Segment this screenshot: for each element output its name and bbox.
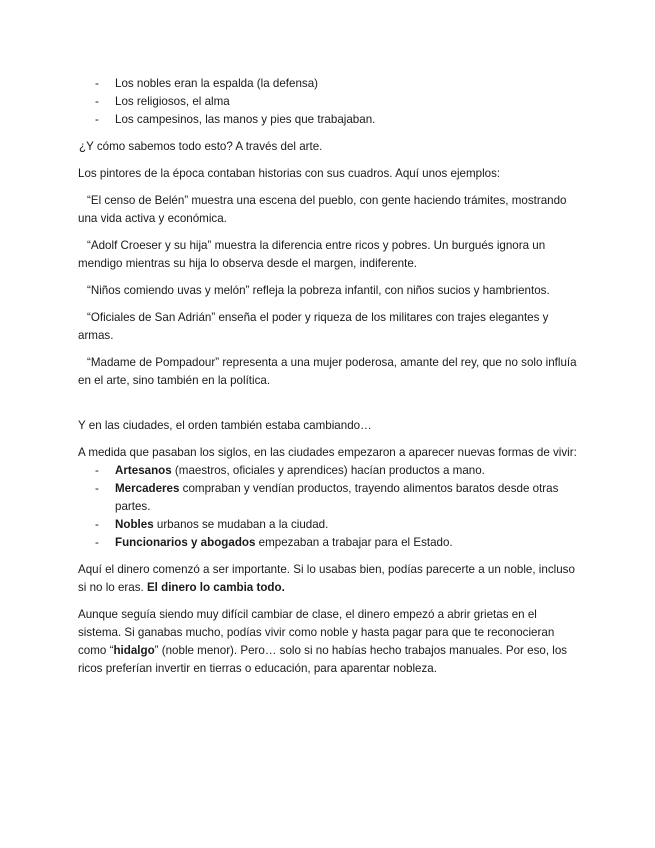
final-text-after: ” (noble menor). Pero… solo si no habías hecho trabajos manuales. Por eso, los ricos preferían invertir en tierras o educación, para aparentar nobleza. (78, 644, 568, 675)
list-item: - Los campesinos, las manos y pies que trabajaban. (78, 111, 578, 129)
list-item: - Los religiosos, el alma (78, 93, 578, 111)
hidalgo-term: hidalgo (113, 644, 155, 657)
painters-intro: Los pintores de la época contaban historias con sus cuadros. Aquí unos ejemplos: (78, 167, 501, 180)
list-item (78, 480, 578, 516)
money-paragraph (78, 561, 578, 597)
list-item-term: Mercaderes (115, 482, 180, 495)
list-item (78, 462, 578, 480)
art-question: ¿Y cómo sabemos todo esto? A través del arte. (79, 140, 323, 153)
painting-paragraph: “Niños comiendo uvas y melón” refleja la pobreza infantil, con niños sucios y hambrientos. (87, 284, 550, 297)
urban-groups-list (78, 462, 578, 552)
list-item-text: urbanos se mudaban a la ciudad. (153, 518, 329, 531)
estates-list (78, 75, 578, 129)
document-body (78, 75, 578, 678)
list-item-text: (maestros, oficiales y aprendices) hacían productos a mano. (171, 464, 485, 477)
painting-paragraph: “Madame de Pompadour” representa a una mujer poderosa, amante del rey, que no solo influía en el arte, sino también en la política. (78, 356, 577, 387)
list-item (78, 516, 578, 534)
list-item: - Los nobles eran la espalda (la defensa) (78, 75, 578, 93)
painting-paragraph: “Adolf Croeser y su hija” muestra la diferencia entre ricos y pobres. Un burgués ignora un mendigo mientras su hija lo observa desde el margen, indiferente. (78, 239, 546, 270)
list-item-term: Funcionarios y abogados (115, 536, 256, 549)
list-item-term: Artesanos (115, 464, 172, 477)
cities-intro: Y en las ciudades, el orden también estaba cambiando… (78, 419, 372, 432)
painting-paragraph: “Oficiales de San Adrián” enseña el poder y riqueza de los militares con trajes elegantes y armas. (78, 311, 549, 342)
list-item-text: compraban y vendían productos, trayendo alimentos baratos desde otras partes. (115, 482, 559, 513)
painting-paragraph: “El censo de Belén” muestra una escena del pueblo, con gente haciendo trámites, mostrando una vida activa y económica. (78, 194, 567, 225)
list-item-text: empezaban a trabajar para el Estado. (255, 536, 453, 549)
list-item-term: Nobles (115, 518, 154, 531)
final-text-before: Aunque seguía siendo muy difícil cambiar de clase, el dinero empezó a abrir grietas en el sistema. Si ganabas mucho, podías vivir como noble y hasta pagar para que te reconocieran como “ (78, 608, 555, 657)
final-paragraph (78, 606, 578, 678)
money-text: Aquí el dinero comenzó a ser importante. Si lo usabas bien, podías parecerte a un noble, incluso si no lo eras. (78, 563, 575, 594)
money-emphasis: El dinero lo cambia todo. (146, 581, 285, 594)
cities-description: A medida que pasaban los siglos, en las ciudades empezaron a aparecer nuevas formas de vivir: (78, 446, 577, 459)
list-item (78, 534, 578, 552)
